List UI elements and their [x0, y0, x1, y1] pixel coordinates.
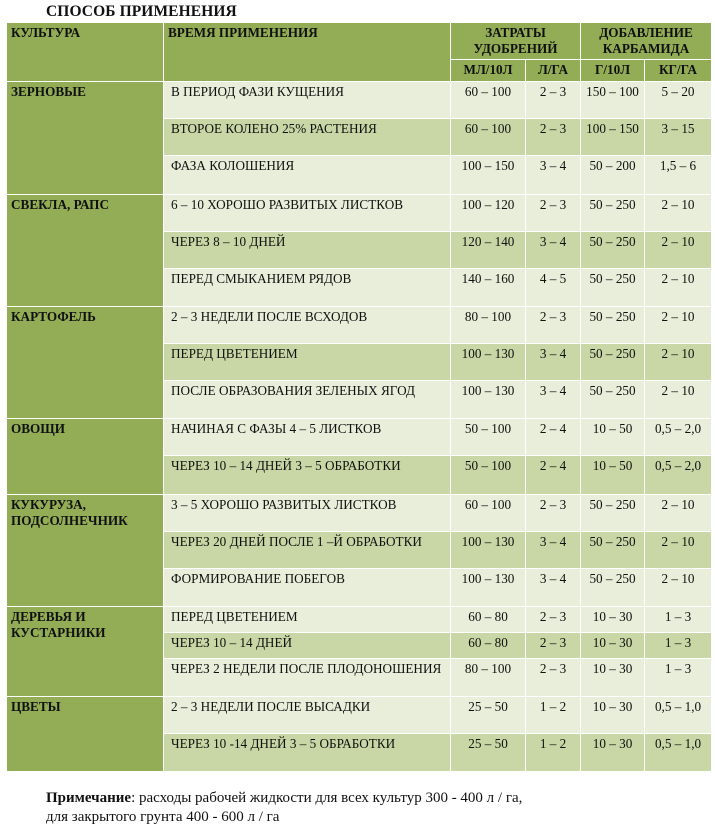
fert-l-cell: 2 – 4: [526, 419, 581, 456]
header-carbamide: ДОБАВЛЕНИЕ КАРБАМИДА: [581, 23, 712, 60]
fert-ml-cell: 100 – 130: [451, 381, 526, 419]
culture-cell: ОВОЩИ: [7, 419, 164, 495]
fert-l-cell: 3 – 4: [526, 344, 581, 381]
application-time-cell: В ПЕРИОД ФАЗИ КУЩЕНИЯ: [164, 82, 451, 119]
carb-kg-cell: 2 – 10: [645, 381, 712, 419]
culture-cell: ЦВЕТЫ: [7, 697, 164, 772]
application-time-cell: ПЕРЕД ЦВЕТЕНИЕМ: [164, 607, 451, 633]
carb-kg-cell: 5 – 20: [645, 82, 712, 119]
carb-g-cell: 50 – 250: [581, 532, 645, 569]
application-time-cell: 6 – 10 ХОРОШО РАЗВИТЫХ ЛИСТКОВ: [164, 195, 451, 232]
fert-l-cell: 2 – 3: [526, 307, 581, 344]
fert-ml-cell: 25 – 50: [451, 734, 526, 772]
carb-g-cell: 50 – 250: [581, 307, 645, 344]
carb-g-cell: 10 – 30: [581, 697, 645, 734]
application-time-cell: ФАЗА КОЛОШЕНИЯ: [164, 156, 451, 195]
culture-cell: ДЕРЕВЬЯ И КУСТАРНИКИ: [7, 607, 164, 697]
application-time-cell: 3 – 5 ХОРОШО РАЗВИТЫХ ЛИСТКОВ: [164, 495, 451, 532]
carb-g-cell: 10 – 30: [581, 633, 645, 659]
culture-cell: КУКУРУЗА, ПОДСОЛНЕЧНИК: [7, 495, 164, 607]
table-row: [7, 195, 712, 232]
fert-l-cell: 3 – 4: [526, 532, 581, 569]
carb-g-cell: 50 – 200: [581, 156, 645, 195]
fert-ml-cell: 120 – 140: [451, 232, 526, 269]
fert-ml-cell: 60 – 100: [451, 119, 526, 156]
carb-g-cell: 50 – 250: [581, 195, 645, 232]
table-row: [7, 495, 712, 532]
fert-l-cell: 3 – 4: [526, 156, 581, 195]
fert-l-cell: 2 – 3: [526, 495, 581, 532]
fert-ml-cell: 100 – 130: [451, 569, 526, 607]
application-time-cell: ЧЕРЕЗ 20 ДНЕЙ ПОСЛЕ 1 –Й ОБРАБОТКИ: [164, 532, 451, 569]
subheader-ml-per-10l: МЛ/10Л: [451, 60, 526, 82]
table-row: [7, 607, 712, 633]
application-time-cell: 2 – 3 НЕДЕЛИ ПОСЛЕ ВСХОДОВ: [164, 307, 451, 344]
application-time-cell: ЧЕРЕЗ 10 -14 ДНЕЙ 3 – 5 ОБРАБОТКИ: [164, 734, 451, 772]
fert-ml-cell: 25 – 50: [451, 697, 526, 734]
carb-kg-cell: 2 – 10: [645, 569, 712, 607]
fert-l-cell: 3 – 4: [526, 232, 581, 269]
fert-ml-cell: 50 – 100: [451, 456, 526, 495]
subheader-kg-per-ha: КГ/ГА: [645, 60, 712, 82]
table-row: [7, 419, 712, 456]
culture-cell: СВЕКЛА, РАПС: [7, 195, 164, 307]
carb-g-cell: 150 – 100: [581, 82, 645, 119]
fert-ml-cell: 100 – 150: [451, 156, 526, 195]
header-culture: КУЛЬТУРА: [7, 23, 164, 82]
culture-cell: ЗЕРНОВЫЕ: [7, 82, 164, 195]
fert-ml-cell: 80 – 100: [451, 659, 526, 697]
carb-kg-cell: 1 – 3: [645, 659, 712, 697]
carb-kg-cell: 2 – 10: [645, 195, 712, 232]
fert-ml-cell: 100 – 120: [451, 195, 526, 232]
header-time: ВРЕМЯ ПРИМЕНЕНИЯ: [164, 23, 451, 82]
application-time-cell: ПЕРЕД СМЫКАНИЕМ РЯДОВ: [164, 269, 451, 307]
carb-kg-cell: 0,5 – 1,0: [645, 697, 712, 734]
carb-kg-cell: 2 – 10: [645, 307, 712, 344]
fert-ml-cell: 140 – 160: [451, 269, 526, 307]
footnote-label: Примечание: [46, 790, 132, 806]
carb-kg-cell: 2 – 10: [645, 344, 712, 381]
table-row: [7, 307, 712, 344]
fert-l-cell: 2 – 3: [526, 607, 581, 633]
carb-g-cell: 50 – 250: [581, 344, 645, 381]
footnote-line-2: для закрытого грунта 400 - 600 л / га: [46, 809, 280, 825]
carb-kg-cell: 1 – 3: [645, 607, 712, 633]
carb-kg-cell: 2 – 10: [645, 532, 712, 569]
fert-ml-cell: 60 – 100: [451, 495, 526, 532]
carb-kg-cell: 0,5 – 2,0: [645, 419, 712, 456]
fert-l-cell: 2 – 3: [526, 659, 581, 697]
carb-g-cell: 10 – 30: [581, 607, 645, 633]
carb-g-cell: 10 – 50: [581, 456, 645, 495]
carb-kg-cell: 2 – 10: [645, 232, 712, 269]
fert-l-cell: 2 – 3: [526, 633, 581, 659]
fert-l-cell: 2 – 3: [526, 82, 581, 119]
footnote-line-1: : расходы рабочей жидкости для всех культур 300 - 400 л / га,: [131, 790, 523, 806]
fert-l-cell: 2 – 4: [526, 456, 581, 495]
application-time-cell: ЧЕРЕЗ 2 НЕДЕЛИ ПОСЛЕ ПЛОДОНОШЕНИЯ: [164, 659, 451, 697]
carb-g-cell: 10 – 30: [581, 734, 645, 772]
fert-ml-cell: 60 – 100: [451, 82, 526, 119]
carb-g-cell: 100 – 150: [581, 119, 645, 156]
application-time-cell: ФОРМИРОВАНИЕ ПОБЕГОВ: [164, 569, 451, 607]
carb-kg-cell: 3 – 15: [645, 119, 712, 156]
application-time-cell: ПЕРЕД ЦВЕТЕНИЕМ: [164, 344, 451, 381]
application-time-cell: НАЧИНАЯ С ФАЗЫ 4 – 5 ЛИСТКОВ: [164, 419, 451, 456]
fert-ml-cell: 60 – 80: [451, 607, 526, 633]
fert-ml-cell: 50 – 100: [451, 419, 526, 456]
application-time-cell: ВТОРОЕ КОЛЕНО 25% РАСТЕНИЯ: [164, 119, 451, 156]
header-fertilizer: ЗАТРАТЫ УДОБРЕНИЙ: [451, 23, 581, 60]
carb-g-cell: 10 – 50: [581, 419, 645, 456]
carb-g-cell: 50 – 250: [581, 232, 645, 269]
culture-cell: КАРТОФЕЛЬ: [7, 307, 164, 419]
fert-l-cell: 2 – 3: [526, 119, 581, 156]
application-time-cell: ЧЕРЕЗ 10 – 14 ДНЕЙ 3 – 5 ОБРАБОТКИ: [164, 456, 451, 495]
footnote: [46, 789, 522, 827]
carb-kg-cell: 2 – 10: [645, 269, 712, 307]
fert-ml-cell: 60 – 80: [451, 633, 526, 659]
carb-g-cell: 50 – 250: [581, 495, 645, 532]
carb-g-cell: 50 – 250: [581, 269, 645, 307]
application-time-cell: ЧЕРЕЗ 10 – 14 ДНЕЙ: [164, 633, 451, 659]
carb-kg-cell: 0,5 – 2,0: [645, 456, 712, 495]
carb-g-cell: 10 – 30: [581, 659, 645, 697]
page-title: СПОСОБ ПРИМЕНЕНИЯ: [46, 3, 237, 20]
application-table: [6, 22, 712, 772]
subheader-g-per-10l: Г/10Л: [581, 60, 645, 82]
fert-l-cell: 2 – 3: [526, 195, 581, 232]
fert-l-cell: 4 – 5: [526, 269, 581, 307]
application-time-cell: 2 – 3 НЕДЕЛИ ПОСЛЕ ВЫСАДКИ: [164, 697, 451, 734]
carb-g-cell: 50 – 250: [581, 381, 645, 419]
fert-l-cell: 1 – 2: [526, 697, 581, 734]
carb-kg-cell: 0,5 – 1,0: [645, 734, 712, 772]
subheader-l-per-ha: Л/ГА: [526, 60, 581, 82]
carb-kg-cell: 1,5 – 6: [645, 156, 712, 195]
application-time-cell: ПОСЛЕ ОБРАЗОВАНИЯ ЗЕЛЕНЫХ ЯГОД: [164, 381, 451, 419]
fert-ml-cell: 80 – 100: [451, 307, 526, 344]
fert-ml-cell: 100 – 130: [451, 532, 526, 569]
application-time-cell: ЧЕРЕЗ 8 – 10 ДНЕЙ: [164, 232, 451, 269]
table-row: [7, 697, 712, 734]
carb-g-cell: 50 – 250: [581, 569, 645, 607]
carb-kg-cell: 2 – 10: [645, 495, 712, 532]
carb-kg-cell: 1 – 3: [645, 633, 712, 659]
fert-l-cell: 1 – 2: [526, 734, 581, 772]
fert-l-cell: 3 – 4: [526, 569, 581, 607]
fert-ml-cell: 100 – 130: [451, 344, 526, 381]
fert-l-cell: 3 – 4: [526, 381, 581, 419]
table-row: [7, 82, 712, 119]
